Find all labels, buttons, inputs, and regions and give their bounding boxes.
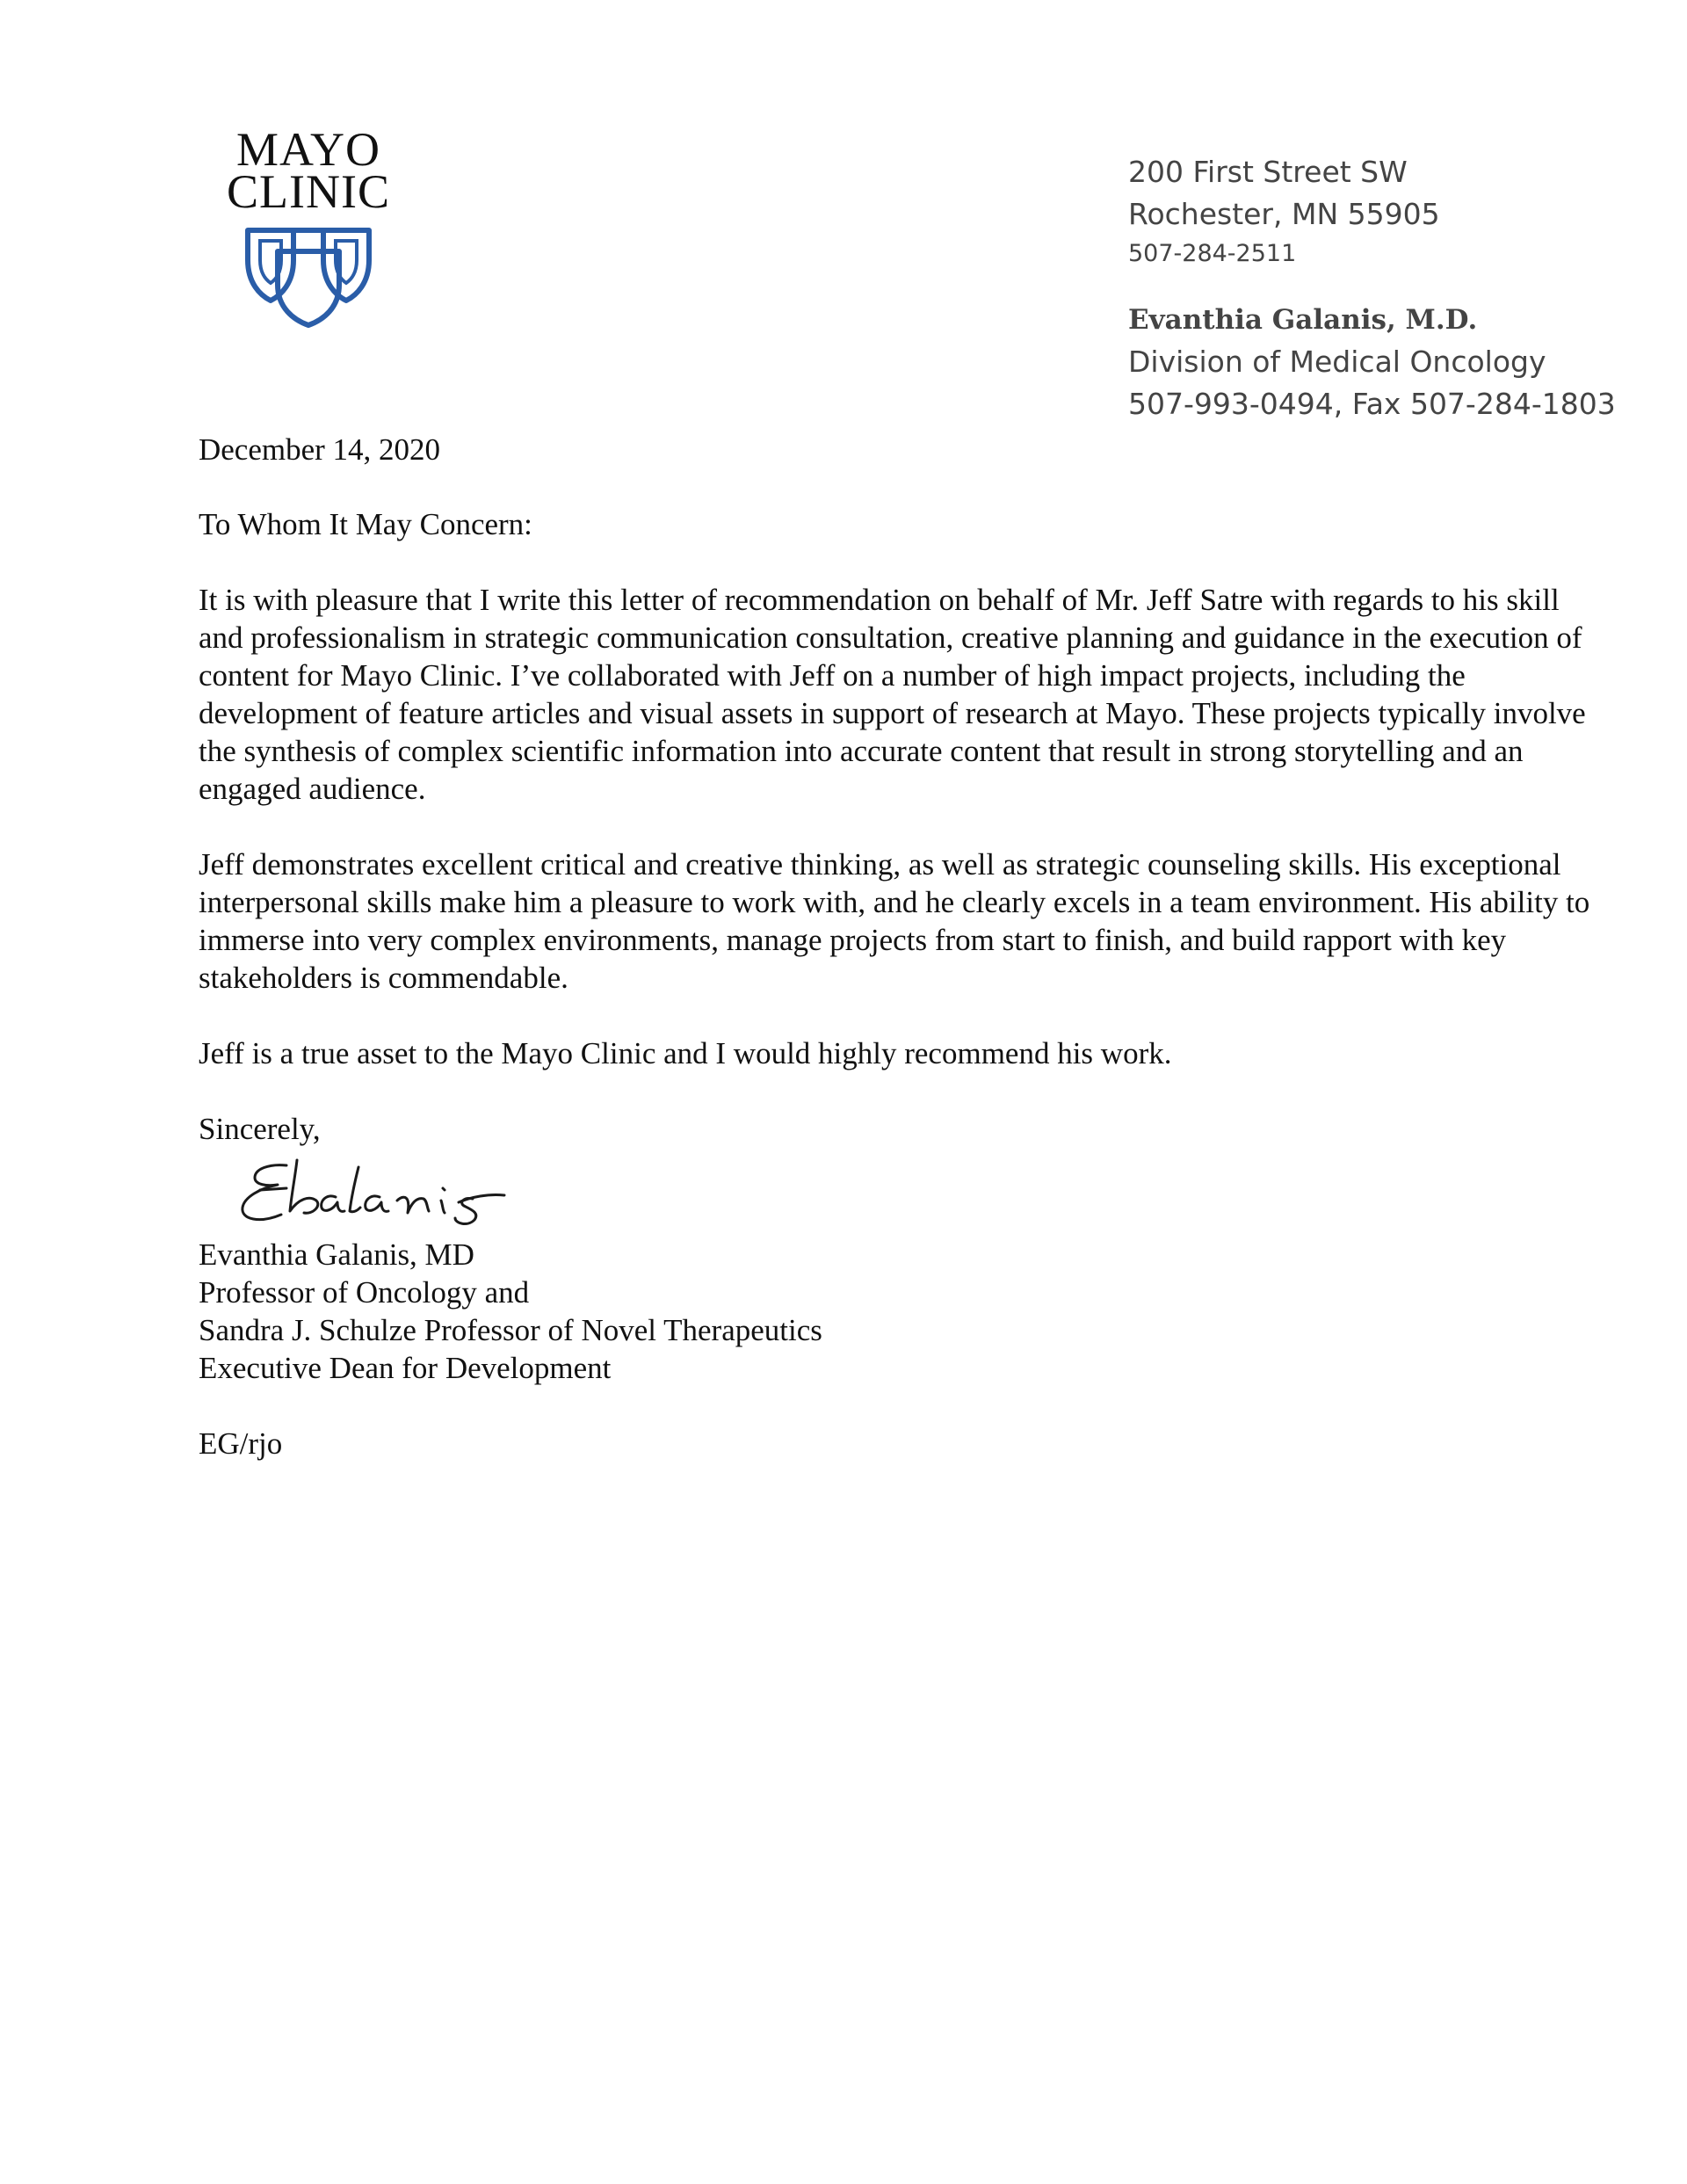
letter-paragraph-3: Jeff is a true asset to the Mayo Clinic and I would highly recommend his work. (199, 1036, 1172, 1070)
handwritten-signature (225, 1150, 541, 1234)
sender-contact: 507-993-0494, Fax 507-284-1803 (1128, 387, 1616, 421)
letterhead-address (1128, 151, 1616, 425)
letter-paragraph-2: Jeff demonstrates excellent critical and creative thinking, as well as strategic counseling skills. His exceptional interpersonal skills make him a pleasure to work with, and he clearly excels in a team environment. His ability to immerse into very complex environments, manage projects from start to finish, and build rapport with key stakeholders is commendable. (199, 847, 1590, 995)
logo-word-clinic: CLINIC (227, 165, 390, 218)
signer-title-3: Executive Dean for Development (199, 1351, 612, 1385)
letter-initials: EG/rjo (199, 1426, 283, 1461)
sender-name: Evanthia Galanis, M.D. (1128, 304, 1478, 336)
sender-division: Division of Medical Oncology (1128, 345, 1546, 379)
letter-paragraph-1: It is with pleasure that I write this letter of recommendation on behalf of Mr. Jeff Satre with regards to his skill and professionalism in strategic communication consultation, creative planning and guidance in the execution of content for Mayo Clinic. I’ve collaborated with Jeff on a number of high impact projects, including the development of feature articles and visual assets in support of research at Mayo. These projects typically involve the synthesis of complex scientific information into accurate content that result in strong storytelling and an engaged audience. (199, 583, 1586, 806)
shields-icon (243, 225, 374, 329)
letter-body (199, 431, 1596, 1500)
address-city: Rochester, MN 55905 (1128, 197, 1440, 231)
logo-word-mayo: MAYO (235, 123, 381, 176)
address-phone: 507-284-2511 (1128, 240, 1297, 267)
signer-block (199, 1236, 1596, 1387)
signer-title-1: Professor of Oncology and (199, 1275, 530, 1310)
letter-closing: Sincerely, (199, 1112, 321, 1146)
address-street: 200 First Street SW (1128, 155, 1408, 189)
letter-salutation: To Whom It May Concern: (199, 507, 532, 541)
signer-name: Evanthia Galanis, MD (199, 1237, 474, 1272)
signer-title-2: Sandra J. Schulze Professor of Novel Therapeutics (199, 1313, 822, 1347)
mayo-clinic-logo (207, 123, 409, 329)
letter-date: December 14, 2020 (199, 432, 441, 467)
